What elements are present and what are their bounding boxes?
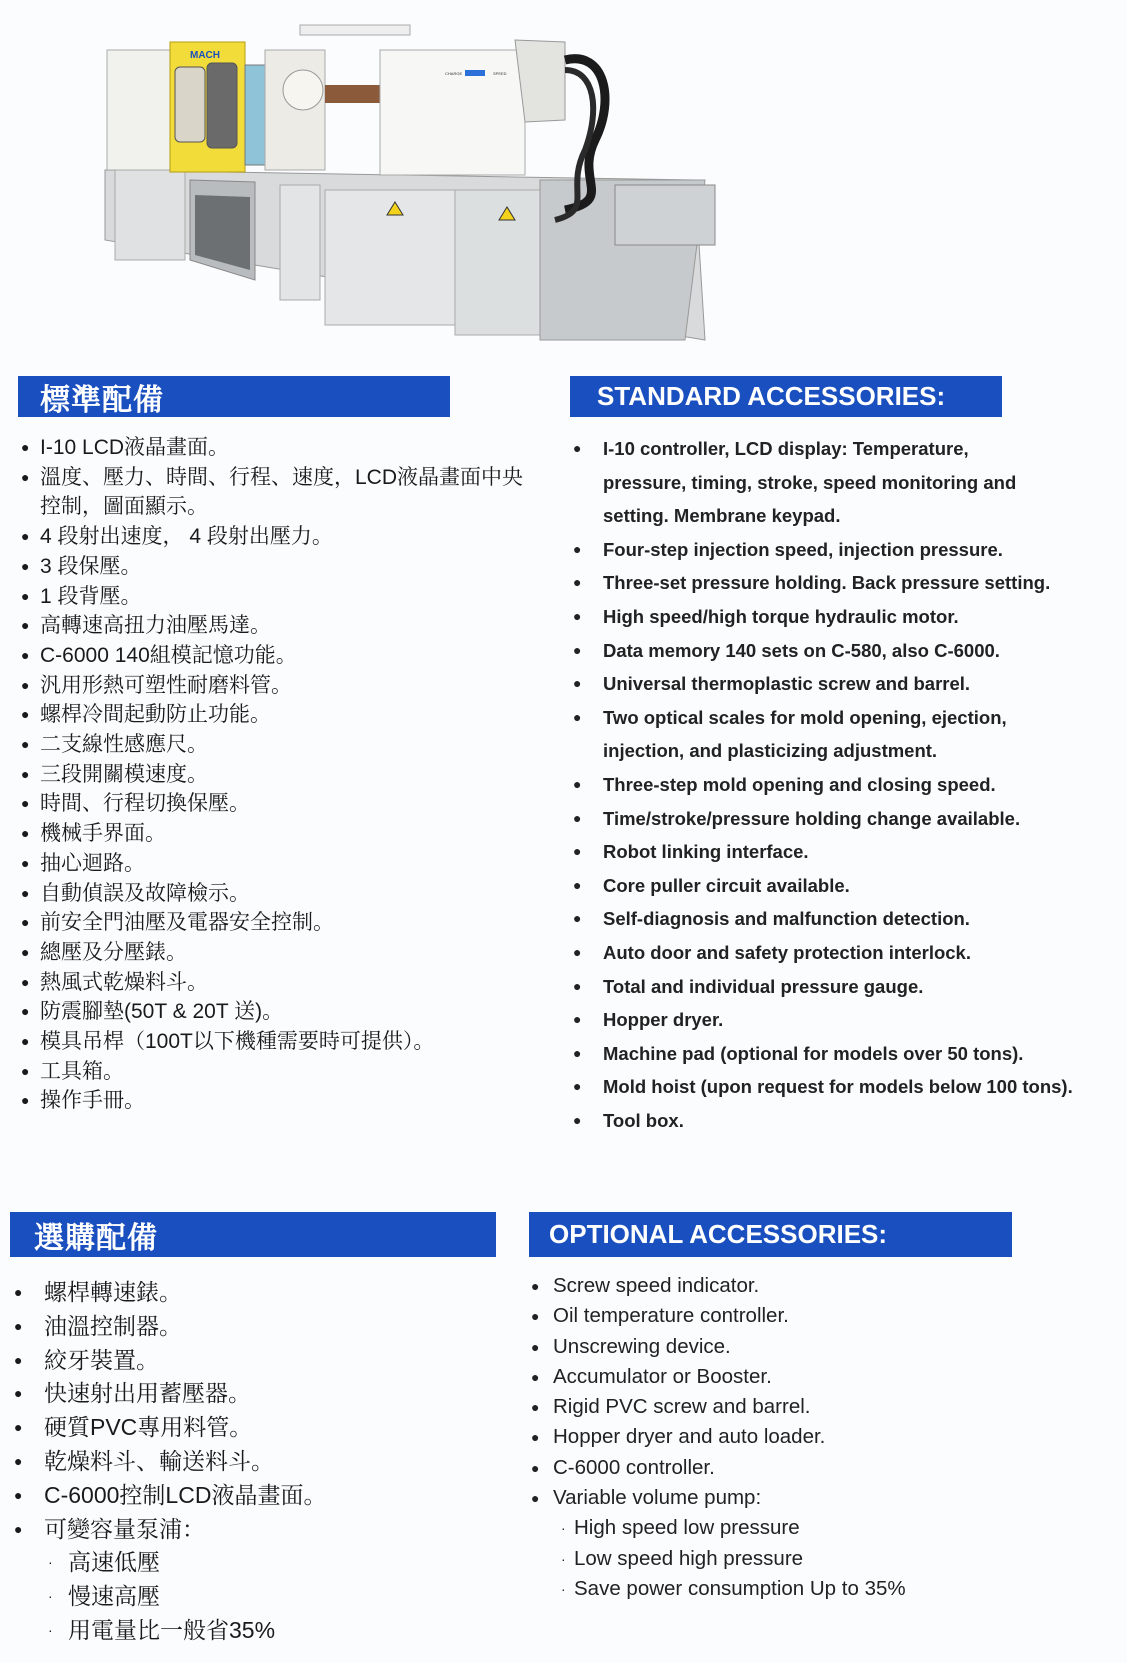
bullet-icon: ● [573, 1011, 582, 1028]
list-subitem [529, 1544, 906, 1574]
list-item-text: Time/stroke/pressure holding change available. [603, 807, 1021, 829]
list-item [571, 667, 1073, 701]
bullet-icon: ● [531, 1399, 540, 1416]
list-item [571, 970, 1073, 1004]
bullet-icon: ● [573, 675, 582, 692]
list-item-text: C-6000 140組模記憶功能。 [40, 643, 297, 667]
standard-accessories-zh-list [19, 433, 523, 1116]
list-item-text: 硬質PVC專用料管。 [44, 1414, 253, 1441]
list-item [571, 1070, 1073, 1104]
list-item-text: 螺桿轉速錶。 [44, 1279, 182, 1305]
list-item [571, 835, 1073, 869]
bullet-icon: ● [21, 706, 30, 723]
list-item-text: setting. Membrane keypad. [603, 505, 841, 527]
list-item-text: injection, and plasticizing adjustment. [603, 740, 938, 762]
bullet-icon: · [48, 1621, 53, 1638]
list-item-text: I-10 controller, LCD display: Temperature, [603, 438, 969, 459]
list-item [10, 1310, 326, 1344]
list-item [571, 802, 1073, 836]
list-item-text: 高速低壓 [68, 1549, 160, 1576]
bullet-icon: ● [531, 1308, 540, 1325]
list-item-text: Low speed high pressure [574, 1546, 804, 1570]
list-item [19, 908, 523, 938]
list-item-text: 3 段保壓。 [40, 554, 142, 578]
list-item-text: Four-step injection speed, injection pressure. [603, 538, 1003, 560]
standard-en-title: STANDARD ACCESSORIES: [597, 381, 946, 411]
list-item-text: High speed/high torque hydraulic motor. [603, 605, 959, 627]
bullet-icon: ● [21, 676, 30, 693]
bullet-icon: ● [573, 540, 582, 557]
list-item-text: 汎用形熱可塑性耐磨料管。 [40, 673, 292, 697]
list-item-text: 可變容量泵浦： [44, 1515, 205, 1542]
bullet-icon: ● [21, 765, 30, 782]
list-item [10, 1445, 326, 1479]
bullet-icon: ● [21, 1033, 30, 1050]
list-subitem [10, 1546, 326, 1580]
bullet-icon: ● [531, 1459, 540, 1476]
list-item-text: 乾燥料斗、輸送料斗。 [44, 1447, 274, 1474]
list-item-text: Save power consumption Up to 35% [574, 1576, 906, 1600]
list-subitem [529, 1574, 906, 1604]
machine-brand-label: MACH [190, 50, 220, 61]
bullet-icon: ● [573, 977, 582, 994]
bullet-icon: ● [21, 854, 30, 871]
list-item-text: 操作手冊。 [40, 1089, 145, 1113]
list-item-text: Variable volume pump: [553, 1486, 762, 1510]
list-item-text: pressure, timing, stroke, speed monitoring and [603, 471, 1017, 493]
list-item-text: 三段開關模速度。 [40, 762, 208, 786]
list-item [19, 671, 523, 701]
list-item [10, 1513, 326, 1547]
optional-accessories-zh-header [10, 1212, 496, 1257]
optional-zh-title: 選購配備 [34, 1221, 158, 1255]
bullet-icon: ● [21, 557, 30, 574]
bullet-icon: ● [573, 607, 582, 624]
bullet-icon: ● [14, 1452, 23, 1469]
list-item-continuation [571, 466, 1073, 500]
list-item [10, 1344, 326, 1378]
list-item [571, 936, 1073, 970]
list-item [19, 730, 523, 760]
list-item-text: 前安全門油壓及電器安全控制。 [40, 911, 334, 935]
injection-molding-machine-photo [95, 10, 875, 370]
list-item [529, 1332, 906, 1362]
list-item-text: I-10 LCD液晶畫面。 [40, 436, 230, 459]
bullet-icon: ● [14, 1317, 23, 1334]
list-item-text: C-6000 controller. [553, 1455, 715, 1479]
bullet-icon: ● [21, 1062, 30, 1079]
list-item-text: 機械手界面。 [40, 822, 166, 846]
bullet-icon: ● [21, 825, 30, 842]
bullet-icon: ● [14, 1520, 23, 1537]
optional-en-title: OPTIONAL ACCESSORIES: [549, 1219, 888, 1249]
bullet-icon: ● [21, 1003, 30, 1020]
list-item-text: High speed low pressure [574, 1516, 800, 1540]
bullet-icon: ● [573, 1044, 582, 1061]
list-item [19, 819, 523, 849]
list-item [19, 879, 523, 909]
list-item-text: Self-diagnosis and malfunction detection. [603, 908, 970, 930]
bullet-icon: ● [21, 528, 30, 545]
bullet-icon: ● [573, 1111, 582, 1128]
bullet-icon: ● [21, 439, 30, 455]
list-item [19, 789, 523, 819]
list-item [529, 1271, 906, 1301]
bullet-icon: ● [531, 1338, 540, 1355]
bullet-icon: · [48, 1554, 53, 1571]
bullet-icon: · [561, 1550, 566, 1567]
bullet-icon: ● [573, 440, 582, 456]
list-item-text: Three-set pressure holding. Back pressure setting. [603, 572, 1051, 594]
list-item [529, 1422, 906, 1452]
bullet-icon: ● [21, 1092, 30, 1109]
list-item [10, 1276, 326, 1310]
list-item-text: Three-step mold opening and closing speed. [603, 773, 996, 795]
bullet-icon: ● [573, 910, 582, 927]
bullet-icon: ● [21, 943, 30, 960]
bullet-icon: ● [573, 843, 582, 860]
list-item [571, 566, 1073, 600]
bullet-icon: ● [573, 574, 582, 591]
list-item-text: Unscrewing device. [553, 1334, 731, 1358]
standard-accessories-zh-header [18, 376, 450, 417]
list-item-text: 1 段背壓。 [40, 584, 142, 608]
bullet-icon: ● [14, 1385, 23, 1402]
bullet-icon: ● [21, 795, 30, 812]
list-item-text: 溫度、壓力、時間、行程、速度，LCD液晶畫面中央 [40, 465, 524, 489]
list-item-text: 工具箱。 [40, 1059, 124, 1083]
list-item-text: Two optical scales for mold opening, ejection, [603, 706, 1007, 728]
list-item [19, 1086, 523, 1116]
list-item-text: 高轉速高扭力油壓馬達。 [40, 614, 271, 638]
list-item [571, 768, 1073, 802]
list-item [571, 1003, 1073, 1037]
list-item [19, 522, 523, 552]
bullet-icon: ● [573, 1078, 582, 1095]
bullet-icon: ● [21, 617, 30, 634]
list-item [19, 1057, 523, 1087]
list-item-text: 油溫控制器。 [44, 1312, 182, 1339]
list-item [19, 968, 523, 998]
list-item [571, 600, 1073, 634]
list-item-text: Accumulator or Booster. [553, 1364, 772, 1388]
bullet-icon: ● [14, 1284, 23, 1300]
standard-zh-title: 標準配備 [40, 383, 164, 417]
list-item [10, 1411, 326, 1445]
list-item-text: 總壓及分壓錶。 [40, 940, 187, 964]
optional-accessories-zh-list [10, 1276, 326, 1648]
list-item-text: 熱風式乾燥料斗。 [40, 970, 208, 994]
list-item-text: Core puller circuit available. [603, 874, 850, 896]
list-item [571, 1037, 1073, 1071]
bullet-icon: ● [573, 775, 582, 792]
list-item-text: Hopper dryer and auto loader. [553, 1425, 826, 1449]
list-item-text: Total and individual pressure gauge. [603, 975, 924, 997]
list-item [10, 1479, 326, 1513]
list-item [19, 938, 523, 968]
panel-speed-label: SPEED [493, 71, 507, 76]
list-item-text: 控制，圖面顯示。 [40, 495, 208, 519]
bullet-icon: · [561, 1520, 566, 1537]
bullet-icon: ● [21, 468, 30, 485]
bullet-icon: ● [21, 736, 30, 753]
list-item-text: Rigid PVC screw and barrel. [553, 1395, 811, 1419]
list-item [19, 552, 523, 582]
list-item [19, 700, 523, 730]
list-item [571, 1104, 1073, 1138]
bullet-icon: ● [21, 914, 30, 931]
list-item-continuation [571, 499, 1073, 533]
list-item [529, 1483, 906, 1513]
bullet-icon: ● [21, 646, 30, 663]
bullet-icon: · [48, 1588, 53, 1605]
list-item-text: Data memory 140 sets on C-580, also C-6000. [603, 639, 1000, 661]
bullet-icon: ● [531, 1368, 540, 1385]
bullet-icon: ● [21, 973, 30, 990]
list-item [571, 634, 1073, 668]
list-item-text: 螺桿冷間起動防止功能。 [40, 703, 271, 727]
bullet-icon: ● [21, 587, 30, 604]
bullet-icon: ● [573, 641, 582, 658]
standard-accessories-en-header [570, 376, 1002, 417]
list-item-text: Universal thermoplastic screw and barrel. [603, 673, 971, 695]
list-item-text: Mold hoist (upon request for models below 100 tons). [603, 1076, 1073, 1098]
list-item-continuation [19, 492, 523, 522]
bullet-icon: · [561, 1580, 566, 1597]
panel-charge-label: CHARGE [445, 71, 463, 76]
list-subitem [529, 1513, 906, 1543]
list-item-text: 防震腳墊(50T & 20T 送)。 [40, 1000, 284, 1024]
list-item-text: 絞牙裝置。 [44, 1346, 159, 1373]
list-item-text: 模具吊桿（100T以下機種需要時可提供）。 [40, 1030, 435, 1054]
list-item-text: 慢速高壓 [68, 1583, 160, 1610]
list-item-text: Oil temperature controller. [553, 1304, 789, 1328]
bullet-icon: ● [573, 876, 582, 893]
list-item [529, 1453, 906, 1483]
bullet-icon: ● [21, 884, 30, 901]
optional-accessories-en-list [529, 1271, 906, 1604]
list-item [571, 533, 1073, 567]
list-item [529, 1392, 906, 1422]
list-item-text: 抽心迴路。 [40, 851, 145, 875]
optional-accessories-en-header [529, 1212, 1012, 1257]
list-item [19, 997, 523, 1027]
list-subitem [10, 1614, 326, 1648]
list-item [19, 582, 523, 612]
list-item-text: 時間、行程切換保壓。 [40, 792, 250, 816]
bullet-icon: ● [573, 809, 582, 826]
list-item [571, 902, 1073, 936]
list-item-text: Machine pad (optional for models over 50 tons). [603, 1042, 1024, 1064]
list-item [571, 869, 1073, 903]
list-item [19, 611, 523, 641]
list-item-text: 二支線性感應尺。 [40, 733, 208, 757]
list-item-text: C-6000控制LCD液晶畫面。 [44, 1481, 327, 1508]
list-item [529, 1301, 906, 1331]
list-item-text: Tool box. [603, 1109, 684, 1131]
list-item [529, 1362, 906, 1392]
list-item-text: Robot linking interface. [603, 841, 809, 863]
list-item-text: Auto door and safety protection interlock. [603, 941, 971, 963]
bullet-icon: ● [531, 1278, 540, 1294]
bullet-icon: ● [14, 1486, 23, 1503]
list-item [19, 433, 523, 463]
list-item-text: Screw speed indicator. [553, 1274, 760, 1297]
list-item-text: 用電量比一般省35% [68, 1616, 276, 1643]
list-item [19, 463, 523, 493]
list-item [19, 1027, 523, 1057]
list-item [19, 849, 523, 879]
list-item [571, 432, 1073, 466]
bullet-icon: ● [531, 1429, 540, 1446]
list-item-text: 快速射出用蓄壓器。 [44, 1380, 251, 1407]
standard-accessories-en-list [571, 432, 1073, 1137]
list-item-text: 4 段射出速度， 4 段射出壓力。 [40, 525, 333, 549]
list-item-continuation [571, 734, 1073, 768]
list-item [19, 760, 523, 790]
list-item-text: 自動偵誤及故障檢示。 [40, 881, 250, 905]
bullet-icon: ● [14, 1419, 23, 1436]
list-item [19, 641, 523, 671]
bullet-icon: ● [14, 1351, 23, 1368]
bullet-icon: ● [573, 708, 582, 725]
bullet-icon: ● [531, 1490, 540, 1507]
list-item-text: Hopper dryer. [603, 1009, 724, 1031]
bullet-icon: ● [573, 943, 582, 960]
list-item [10, 1377, 326, 1411]
list-subitem [10, 1580, 326, 1614]
list-item [571, 701, 1073, 735]
